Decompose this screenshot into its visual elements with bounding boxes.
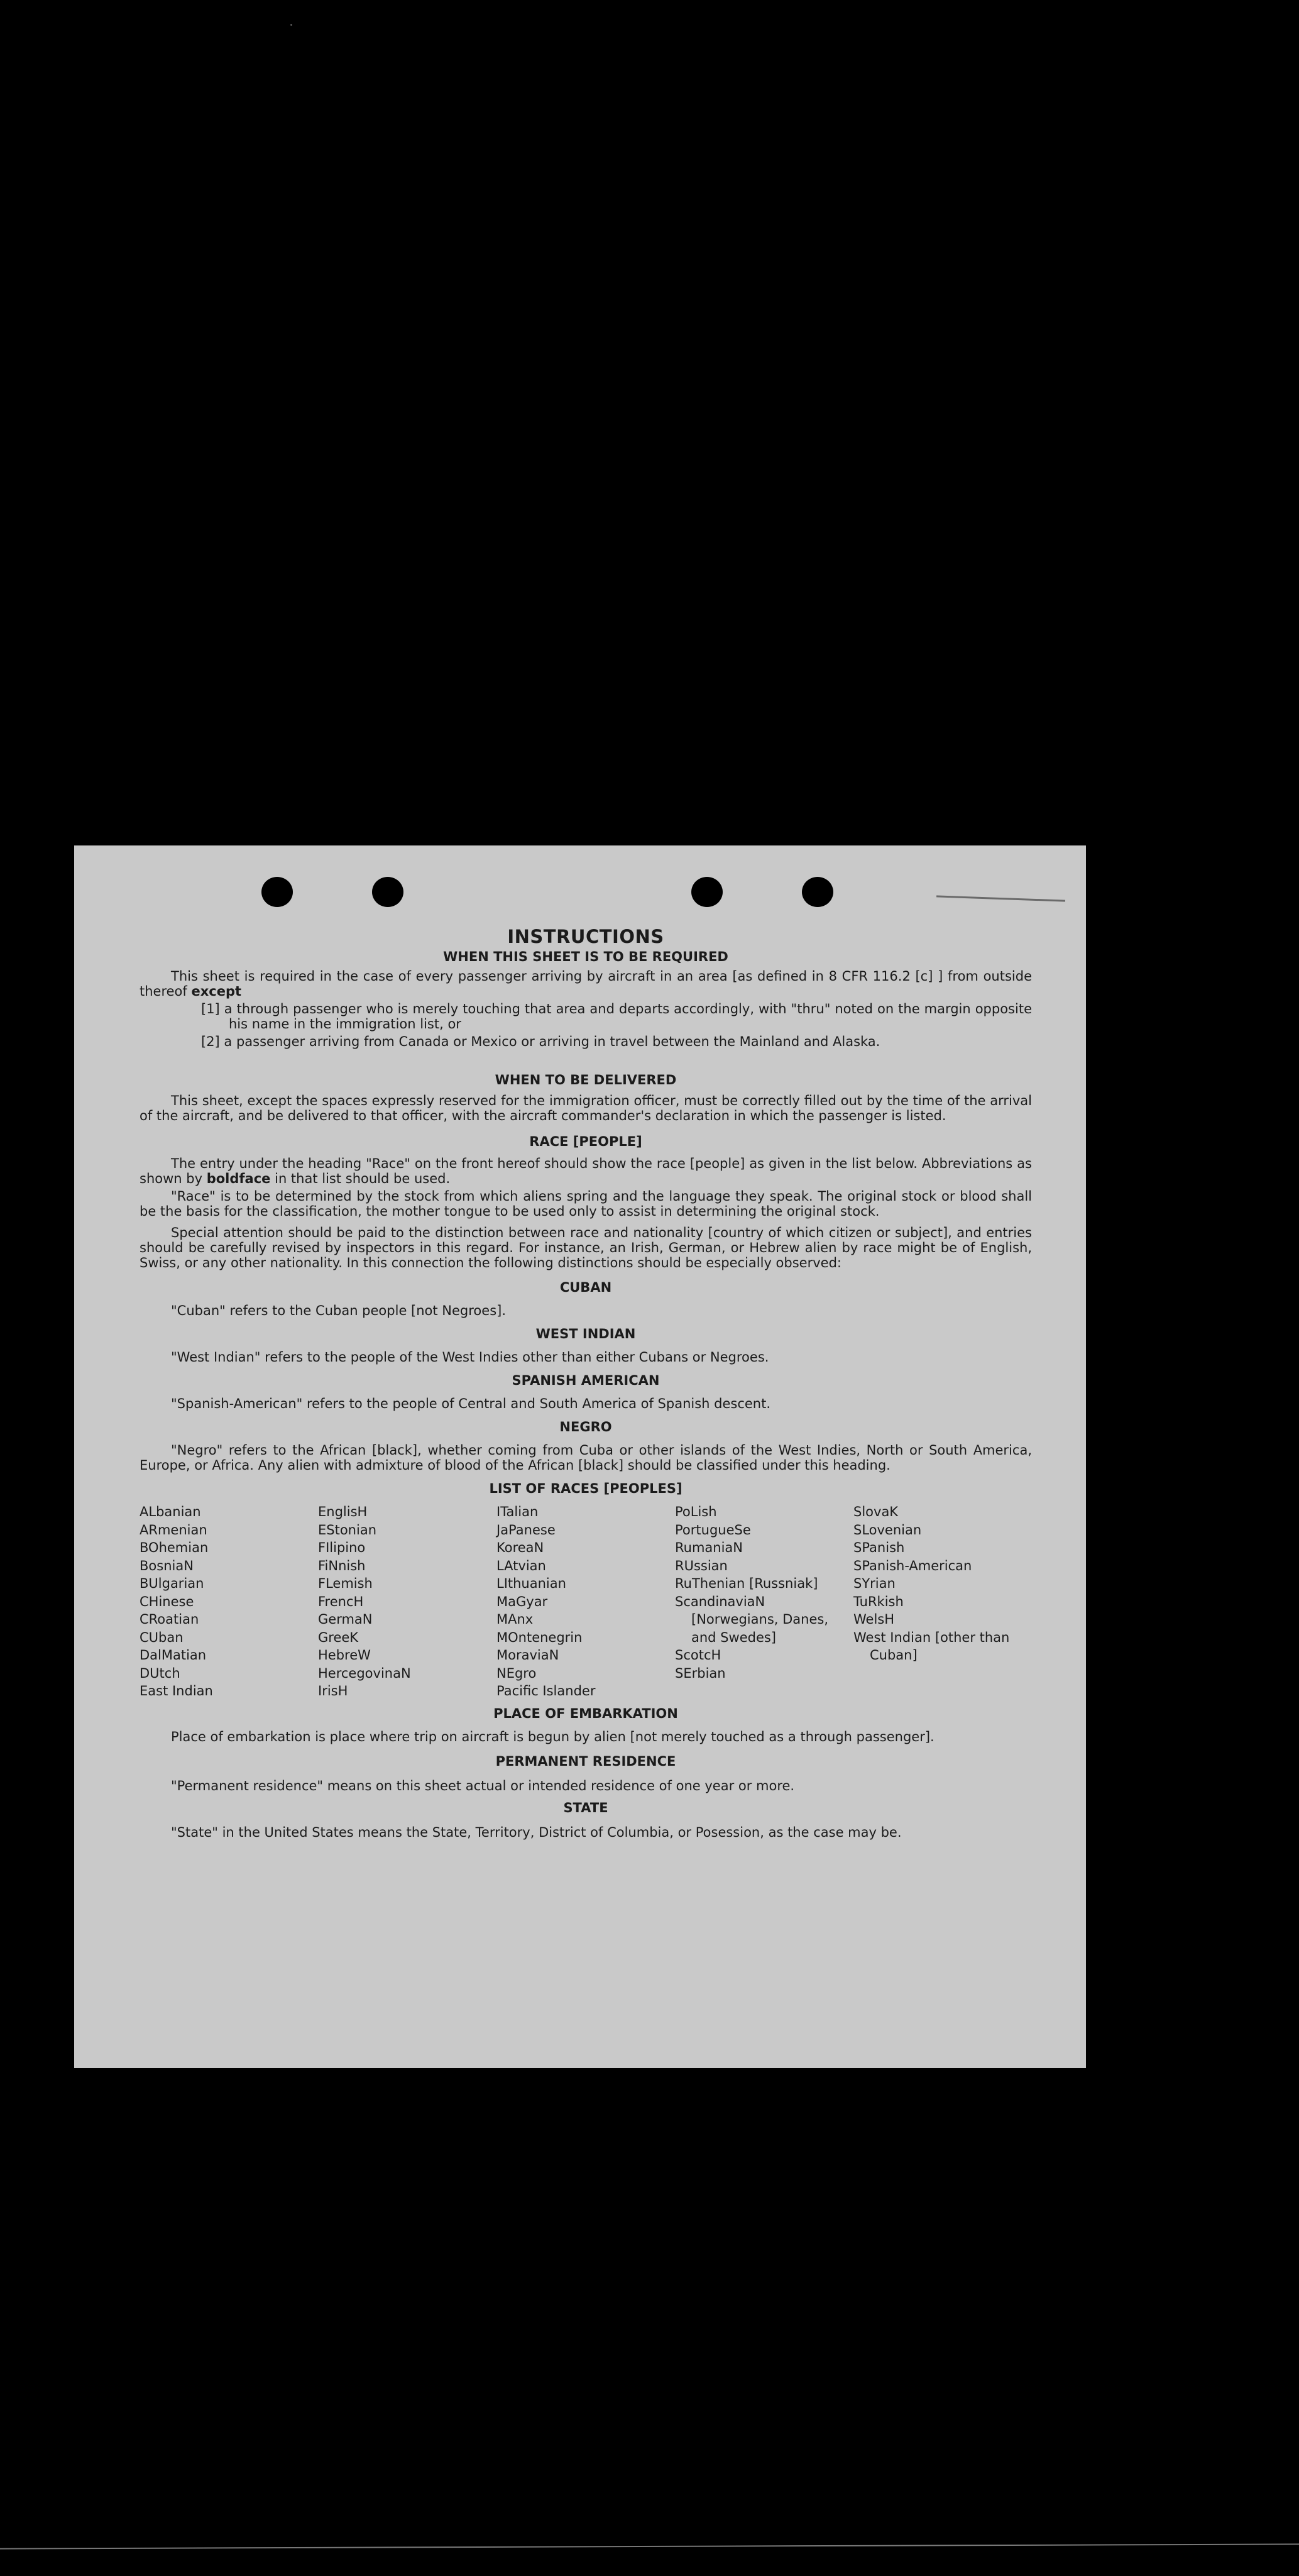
race-item: BOhemian <box>140 1540 209 1555</box>
race-item: CHinese <box>140 1593 194 1609</box>
race-item: MaGyar <box>496 1593 548 1609</box>
embarkation-text: Place of embarkation is place where trip on aircraft is begun by alien [not merely touched as a through passenger]. <box>171 1729 935 1744</box>
punch-hole <box>261 877 293 907</box>
race-item: CUban <box>140 1629 184 1645</box>
cuban-text: "Cuban" refers to the Cuban people [not Negroes]. <box>171 1303 507 1318</box>
race-item: LIthuanian <box>496 1576 566 1591</box>
race-item: ScandinaviaN [Norwegians, Danes, and Swedes] <box>675 1593 828 1645</box>
sheet-content <box>140 926 1032 1840</box>
race-item: SLovenian <box>853 1522 922 1538</box>
race-item: MAnx <box>496 1612 534 1627</box>
punch-hole <box>372 877 403 907</box>
race-item: PoLish <box>675 1504 717 1519</box>
race-item: MoraviaN <box>496 1648 559 1663</box>
race-item: SPanish-American <box>853 1558 972 1573</box>
race-item: RumaniaN <box>675 1540 743 1555</box>
race-paragraph: "Race" is to be determined by the stock from which aliens spring and the language they speak. The original stock or blood shall be the basis for the classification, the mother tongue to be used only to assist in determining the original stock. <box>140 1189 1032 1219</box>
race-item: EStonian <box>318 1522 377 1538</box>
race-item: FrencH <box>318 1593 364 1609</box>
section-heading-when-delivered: WHEN TO BE DELIVERED <box>495 1072 677 1087</box>
race-item: EnglisH <box>318 1504 368 1519</box>
race-column <box>496 1503 675 1700</box>
section-heading-west-indian: WEST INDIAN <box>535 1326 636 1341</box>
race-item: SPanish <box>853 1540 905 1555</box>
race-item: BosniaN <box>140 1558 194 1573</box>
race-item: RuThenian [Russniak] <box>675 1576 818 1591</box>
race-item: CRoatian <box>140 1612 199 1627</box>
race-list <box>140 1503 1032 1700</box>
when-delivered-text: This sheet, except the spaces expressly reserved for the immigration officer, must be correctly filled out by the time of the arrival of the aircraft, and be delivered to that officer, with the aircraft commander's declaration in which the passenger is listed. <box>140 1093 1032 1123</box>
race-item: East Indian <box>140 1683 213 1698</box>
spanish-american-text: "Spanish-American" refers to the people of Central and South America of Spanish descent. <box>171 1396 771 1411</box>
race-item: BUlgarian <box>140 1576 204 1591</box>
race-item: ALbanian <box>140 1504 201 1519</box>
race-column <box>675 1503 853 1700</box>
when-required-intro: This sheet is required in the case of every passenger arriving by aircraft in an area [as defined in 8 CFR 116.2 [c] ] from outside thereof except <box>140 969 1032 999</box>
race-item: SYrian <box>853 1576 896 1591</box>
punch-hole <box>691 877 723 907</box>
race-column <box>318 1503 496 1700</box>
race-item: JaPanese <box>496 1522 556 1538</box>
race-item: NEgro <box>496 1665 537 1681</box>
race-item: WelsH <box>853 1612 895 1627</box>
race-column <box>140 1503 318 1700</box>
race-item: TuRkish <box>853 1593 904 1609</box>
race-paragraph: The entry under the heading "Race" on the front hereof should show the race [people] as given in the list below. Abbreviations as shown by boldface in that list should be used. <box>140 1156 1032 1186</box>
race-item: RUssian <box>675 1558 728 1573</box>
section-heading-negro: NEGRO <box>559 1419 612 1434</box>
race-item: ARmenian <box>140 1522 207 1538</box>
punch-hole <box>802 877 833 907</box>
section-heading-race: RACE [PEOPLE] <box>529 1134 642 1149</box>
race-item: PortugueSe <box>675 1522 751 1538</box>
race-item: West Indian [other than Cuban] <box>853 1629 1010 1663</box>
negro-text: "Negro" refers to the African [black], whether coming from Cuba or other islands of the West Indies, North or South America, Europe, or Africa. Any alien with admixture of blood of the African [black] should be classified under this heading. <box>140 1443 1032 1473</box>
race-item: SErbian <box>675 1665 726 1681</box>
section-heading-list-of-races: LIST OF RACES [PEOPLES] <box>489 1481 682 1496</box>
section-heading-spanish-american: SPANISH AMERICAN <box>512 1373 660 1388</box>
race-item: GreeK <box>318 1629 359 1645</box>
paper-tear-mark <box>936 895 1065 901</box>
race-item: HebreW <box>318 1648 371 1663</box>
race-item: GermaN <box>318 1612 373 1627</box>
race-paragraph: Special attention should be paid to the distinction between race and nationality [country of which citizen or subject], and entries should be carefully revised by inspectors in this regard. For instance, an Irish, German, or Hebrew alien by race might be of English, Swiss, or any other nationality. In this connection the following distinctions should be especially observed: <box>140 1225 1032 1270</box>
exception-item: [1] a through passenger who is merely touching that area and departs accordingly, with "thru" noted on the margin opposite his name in the immigration list, or <box>201 1001 1032 1032</box>
section-heading-permanent-residence: PERMANENT RESIDENCE <box>495 1753 676 1769</box>
race-item: FiNnish <box>318 1558 366 1573</box>
race-item: MOntenegrin <box>496 1629 583 1645</box>
race-item: FLemish <box>318 1576 373 1591</box>
race-item: FIlipino <box>318 1540 366 1555</box>
race-item: KoreaN <box>496 1540 544 1555</box>
page-title: INSTRUCTIONS <box>507 926 664 947</box>
section-heading-state: STATE <box>563 1800 608 1815</box>
race-item: DUtch <box>140 1665 180 1681</box>
race-item: DalMatian <box>140 1648 207 1663</box>
state-text: "State" in the United States means the State, Territory, District of Columbia, or Posession, as the case may be. <box>171 1824 902 1840</box>
race-item: Pacific Islander <box>496 1683 596 1698</box>
race-item: LAtvian <box>496 1558 546 1573</box>
race-item: ScotcH <box>675 1648 721 1663</box>
permanent-residence-text: "Permanent residence" means on this sheet actual or intended residence of one year or more. <box>171 1778 795 1793</box>
race-column <box>853 1503 1032 1700</box>
race-item: ITalian <box>496 1504 539 1519</box>
race-item: SlovaK <box>853 1504 899 1519</box>
race-item: IrisH <box>318 1683 348 1698</box>
section-heading-cuban: CUBAN <box>559 1280 612 1295</box>
race-item: HercegovinaN <box>318 1665 411 1681</box>
exception-item: [2] a passenger arriving from Canada or Mexico or arriving in travel between the Mainland and Alaska. <box>201 1034 880 1049</box>
section-heading-embarkation: PLACE OF EMBARKATION <box>493 1705 678 1721</box>
west-indian-text: "West Indian" refers to the people of the West Indies other than either Cubans or Negroes. <box>171 1350 769 1365</box>
instruction-sheet <box>74 845 1086 2068</box>
scan-edge-line <box>0 2543 1299 2549</box>
section-heading-when-required: WHEN THIS SHEET IS TO BE REQUIRED <box>443 949 728 964</box>
